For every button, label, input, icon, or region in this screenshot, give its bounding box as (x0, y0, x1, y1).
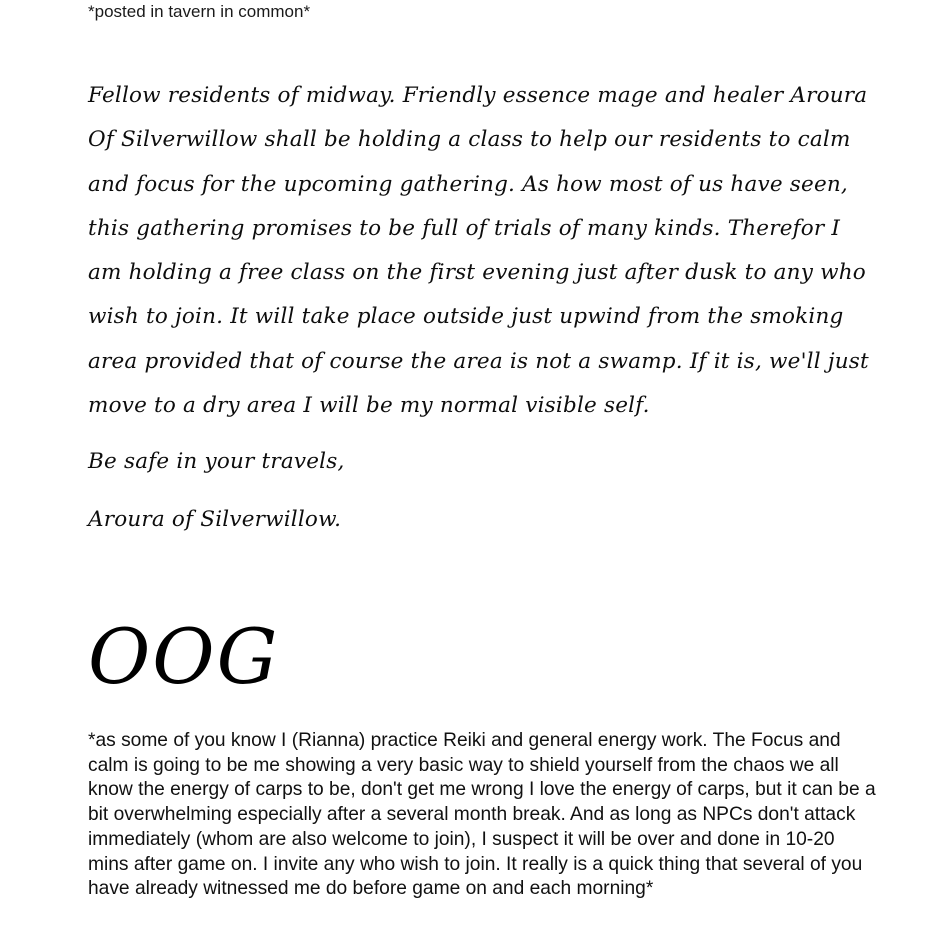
letter-signature: Aroura of Silverwillow. (88, 506, 342, 532)
letter-body: Fellow residents of midway. Friendly essence mage and healer Aroura Of Silverwillow shall be holding a class to help our residents to calm and focus for the upcoming gathering. As how most of us have seen, this gathering promises to be full of trials of many kinds. Therefor I am holding a free class on the first evening just after dusk to any who wish to join. It will take place outside just upwind from the smoking area provided that of course the area is not a swamp. If it is, we'll just move to a dry area I will be my normal visible self. (88, 83, 869, 419)
oog-heading: OOG (88, 612, 280, 701)
in-character-letter (88, 74, 878, 542)
letter-closing: Be safe in your travels, (88, 449, 345, 475)
oog-paragraph: *as some of you know I (Rianna) practice Reiki and general energy work. The Focus and calm is going to be me showing a very basic way to shield yourself from the chaos we all know the energy of carps to be, don't get me wrong I love the energy of carps, but it can be a bit overwhelming especially after a several month break. And as long as NPCs don't attack immediately (whom are also welcome to join), I suspect it will be over and done in 10-20 mins after game on. I invite any who wish to join. It really is a quick thing that several of you have already witnessed me do before game on and each morning* (88, 730, 876, 900)
posted-note: *posted in tavern in common* (88, 2, 311, 21)
document-page (88, 0, 878, 900)
